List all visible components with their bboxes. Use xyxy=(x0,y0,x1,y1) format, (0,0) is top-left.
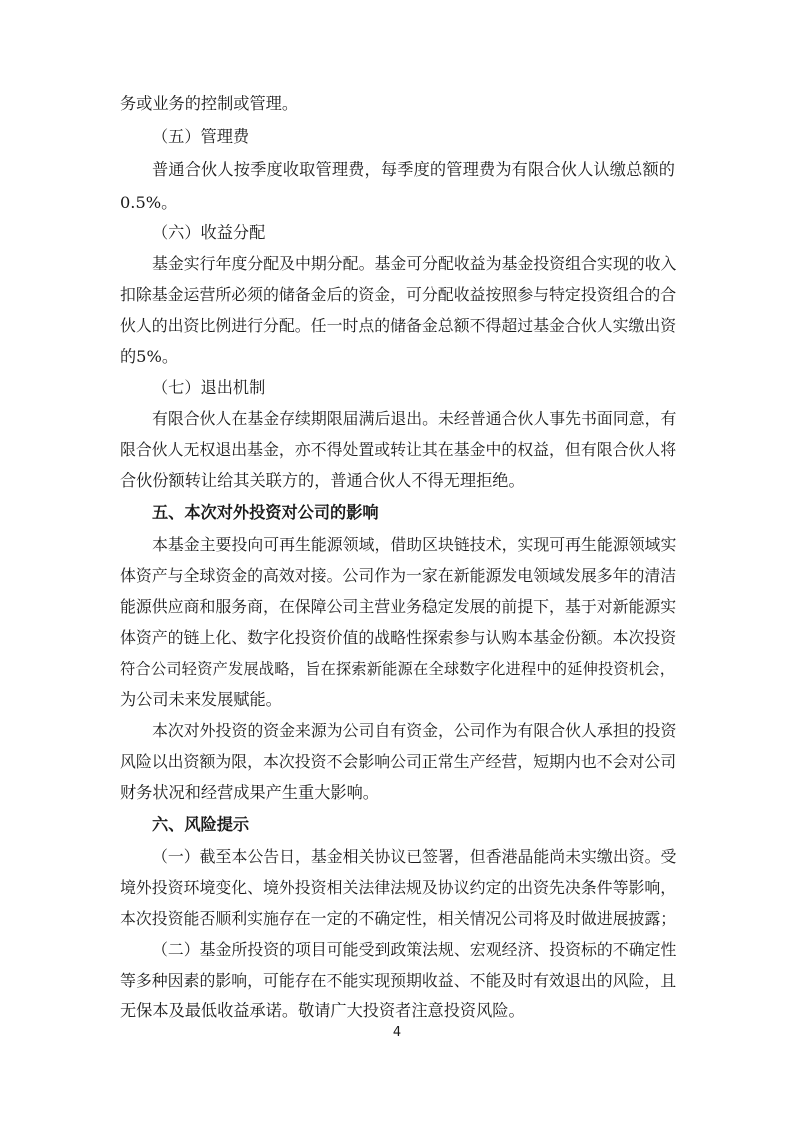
text-line: 风险以出资额为限，本次投资不会影响公司正常生产经营，短期内也不会对公司 xyxy=(120,752,677,771)
text-line: 能源供应商和服务商，在保障公司主营业务稳定发展的前提下，基于对新能源实 xyxy=(120,597,677,616)
text-line: 0.5%。 xyxy=(120,193,178,212)
text-line: 普通合伙人按季度收取管理费，每季度的管理费为有限合伙人认缴总额的 xyxy=(152,160,675,179)
text-line: 基金实行年度分配及中期分配。基金可分配收益为基金投资组合实现的收入 xyxy=(152,254,677,273)
subsection-heading: （七）退出机制 xyxy=(152,378,266,397)
text-line: 体资产与全球资金的高效对接。公司作为一家在新能源发电领域发展多年的清洁 xyxy=(120,566,677,585)
text-line: 境外投资环境变化、境外投资相关法律法规及协议约定的出资先决条件等影响， xyxy=(120,878,677,897)
text-line: 扣除基金运营所必须的储备金后的资金，可分配收益按照参与特定投资组合的合 xyxy=(120,285,677,304)
text-line: 为公司未来发展赋能。 xyxy=(120,690,282,709)
text-line: （二）基金所投资的项目可能受到政策法规、宏观经济、投资标的不确定性 xyxy=(152,940,677,959)
text-line: 务或业务的控制或管理。 xyxy=(120,94,299,113)
text-line: 体资产的链上化、数字化投资价值的战略性探索参与认购本基金份额。本次投资 xyxy=(120,628,677,647)
text-line: 等多种因素的影响，可能存在不能实现预期收益、不能及时有效退出的风险，且 xyxy=(120,971,677,990)
text-line: 无保本及最低收益承诺。敬请广大投资者注意投资风险。 xyxy=(120,1001,525,1020)
text-line: 本次投资能否顺利实施存在一定的不确定性，相关情况公司将及时做进展披露； xyxy=(120,909,677,928)
text-line: 符合公司轻资产发展战略，旨在探索新能源在全球数字化进程中的延伸投资机会， xyxy=(120,660,675,678)
text-line: 本次对外投资的资金来源为公司自有资金，公司作为有限合伙人承担的投资 xyxy=(152,721,677,740)
subsection-heading: （六）收益分配 xyxy=(152,223,266,242)
text-line: （一）截至本公告日，基金相关协议已签署，但香港晶能尚未实缴出资。受 xyxy=(152,847,677,866)
text-line: 有限合伙人在基金存续期限届满后退出。未经普通合伙人事先书面同意，有 xyxy=(152,409,677,428)
section-heading: 六、风险提示 xyxy=(152,815,250,834)
text-line: 本基金主要投向可再生能源领域，借助区块链技术，实现可再生能源领域实 xyxy=(152,535,677,554)
text-line: 财务状况和经营成果产生重大影响。 xyxy=(120,783,379,802)
text-line: 的5%。 xyxy=(120,347,179,366)
subsection-heading: （五）管理费 xyxy=(152,127,250,146)
text-line: 限合伙人无权退出基金，亦不得处置或转让其在基金中的权益，但有限合伙人将 xyxy=(120,440,677,459)
section-heading: 五、本次对外投资对公司的影响 xyxy=(152,503,379,522)
text-line: 合伙份额转让给其关联方的，普通合伙人不得无理拒绝。 xyxy=(120,471,525,490)
text-line: 伙人的出资比例进行分配。任一时点的储备金总额不得超过基金合伙人实缴出资 xyxy=(120,316,677,335)
page-number: 4 xyxy=(392,1025,402,1040)
